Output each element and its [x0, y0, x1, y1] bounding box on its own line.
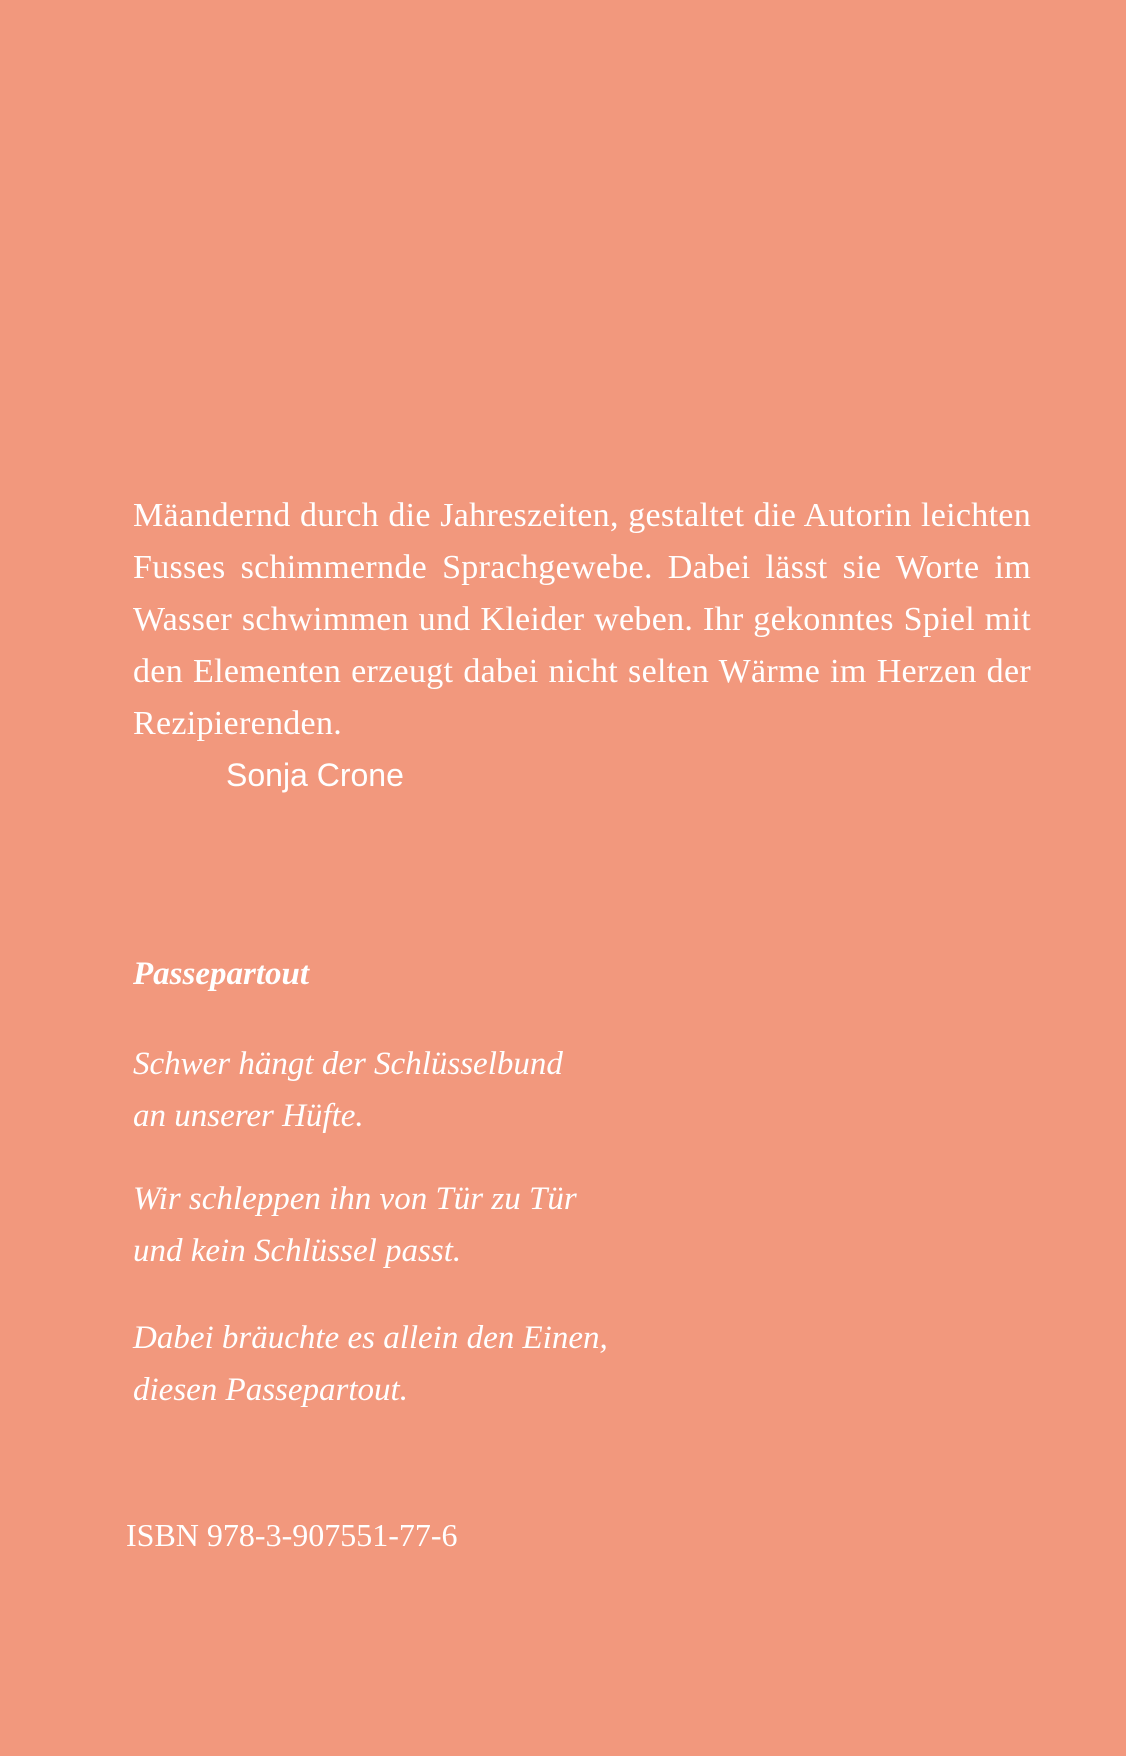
- isbn-number: ISBN 978-3-907551-77-6: [126, 1517, 458, 1553]
- poem-line: Wir schleppen ihn von Tür zu Tür: [133, 1181, 577, 1217]
- poem-line: diesen Passepartout.: [133, 1372, 408, 1408]
- poem-line: und kein Schlüssel passt.: [133, 1233, 462, 1269]
- poem-stanza-3: [133, 1312, 608, 1416]
- poem-stanza-1: [133, 1038, 563, 1142]
- poem-line: Schwer hängt der Schlüsselbund: [133, 1046, 563, 1082]
- poem-stanza-2: [133, 1173, 577, 1277]
- poem-line: Dabei bräuchte es allein den Einen,: [133, 1320, 608, 1356]
- blurb-author: Sonja Crone: [226, 757, 404, 793]
- blurb-text: Mäandernd durch die Jahreszeiten, gestaltet die Autorin leichten Fusses schimmernde Sprachgewebe. Dabei lässt sie Worte im Wasser schwimmen und Kleider weben. Ihr gekonntes Spiel mit den Elementen erzeugt dabei nicht selten Wärme im Herzen der Rezipierenden.: [133, 497, 1031, 742]
- poem-title: Passepartout: [133, 956, 310, 992]
- poem-line: an unserer Hüfte.: [133, 1098, 364, 1134]
